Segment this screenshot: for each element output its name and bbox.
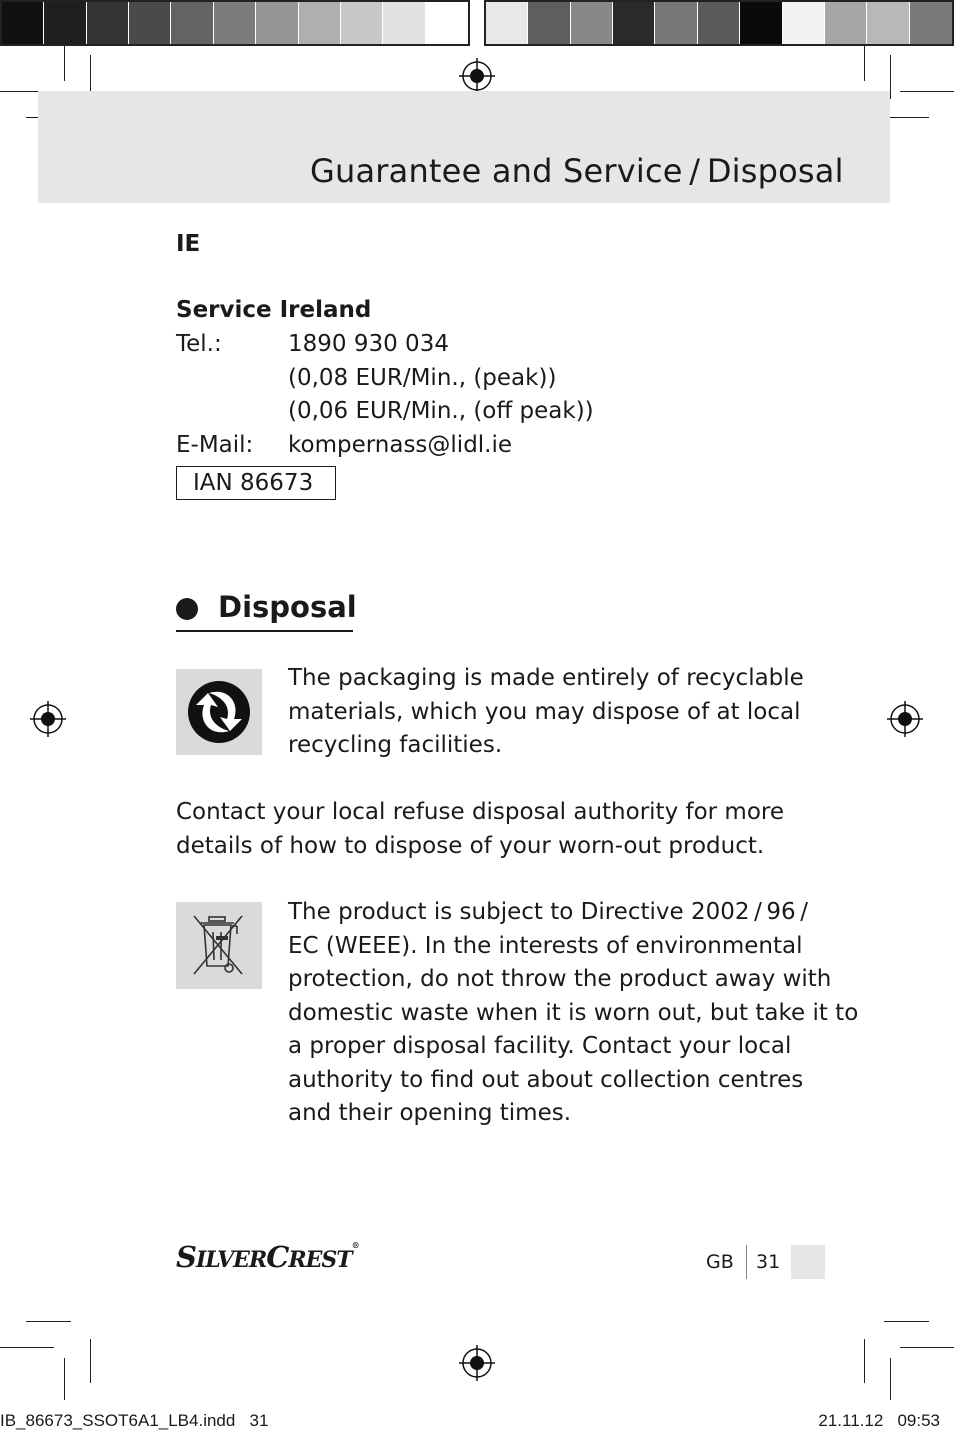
color-calibration-bar-left bbox=[0, 0, 470, 46]
color-swatch bbox=[214, 2, 256, 44]
crop-mark bbox=[890, 55, 891, 99]
color-swatch bbox=[87, 2, 129, 44]
ian-box bbox=[176, 466, 336, 500]
packaging-paragraph bbox=[288, 662, 804, 763]
ian-number: IAN 86673 bbox=[193, 470, 314, 496]
registration-mark-icon bbox=[459, 58, 495, 94]
crop-mark bbox=[90, 1339, 91, 1383]
crop-mark bbox=[864, 1339, 865, 1383]
color-swatch bbox=[740, 2, 782, 44]
color-swatch bbox=[341, 2, 383, 44]
crop-mark bbox=[864, 46, 865, 81]
registration-mark-icon bbox=[887, 701, 923, 737]
paragraph-line: EC (WEEE). In the interests of environmental bbox=[288, 932, 803, 959]
page-number: 31 bbox=[756, 1251, 781, 1273]
crop-mark bbox=[64, 46, 65, 81]
registration-mark-icon bbox=[459, 1345, 495, 1381]
crop-mark bbox=[884, 1321, 929, 1322]
email-value: kompernass@lidl.ie bbox=[288, 432, 513, 458]
crop-mark bbox=[890, 1358, 891, 1400]
rate-peak: (0,08 EUR/Min., (peak)) bbox=[288, 365, 557, 391]
paragraph-line: authority to find out about collection centres bbox=[288, 1066, 804, 1093]
email-label: E-Mail: bbox=[176, 432, 254, 458]
paragraph-line: protection, do not throw the product away with bbox=[288, 966, 832, 992]
crop-mark bbox=[0, 1347, 54, 1348]
color-swatch bbox=[910, 2, 952, 44]
paragraph-line: details of how to dispose of your worn-out product. bbox=[176, 832, 765, 859]
weee-paragraph bbox=[288, 896, 858, 1131]
contact-paragraph bbox=[176, 796, 784, 863]
color-swatch bbox=[426, 2, 468, 44]
crop-mark bbox=[26, 1321, 71, 1322]
print-slug-datetime: 21.11.12 09:53 bbox=[818, 1411, 940, 1430]
crop-mark bbox=[900, 1347, 954, 1348]
paragraph-line: and their opening times. bbox=[288, 1100, 572, 1126]
footer-divider bbox=[746, 1245, 747, 1279]
color-swatch bbox=[825, 2, 867, 44]
color-swatch bbox=[44, 2, 86, 44]
color-calibration-bar-right bbox=[484, 0, 954, 46]
crossed-out-wheelie-bin-icon bbox=[176, 902, 262, 989]
color-swatch bbox=[486, 2, 528, 44]
color-swatch bbox=[783, 2, 825, 44]
color-swatch bbox=[2, 2, 44, 44]
paragraph-line: The product is subject to Directive 2002 / 96 / bbox=[288, 899, 809, 925]
registration-mark-icon bbox=[30, 701, 66, 737]
color-swatch bbox=[528, 2, 570, 44]
heading-underline bbox=[176, 630, 353, 632]
paragraph-line: Contact your local refuse disposal authority for more bbox=[176, 799, 785, 825]
tel-value: 1890 930 034 bbox=[288, 331, 449, 357]
crop-mark bbox=[884, 117, 929, 118]
bullet-icon bbox=[176, 598, 198, 620]
country-code: IE bbox=[176, 231, 201, 257]
service-heading: Service Ireland bbox=[176, 297, 372, 323]
color-swatch bbox=[256, 2, 298, 44]
paragraph-line: recycling facilities. bbox=[288, 732, 503, 758]
language-code: GB bbox=[706, 1251, 734, 1273]
color-swatch bbox=[171, 2, 213, 44]
paragraph-line: domestic waste when it is worn out, but take it to bbox=[288, 999, 859, 1026]
print-slug-file: IB_86673_SSOT6A1_LB4.indd 31 bbox=[0, 1411, 269, 1430]
color-swatch bbox=[383, 2, 425, 44]
color-swatch bbox=[867, 2, 909, 44]
green-dot-recycling-icon bbox=[176, 669, 262, 755]
paragraph-line: The packaging is made entirely of recyclable bbox=[288, 665, 804, 691]
tel-label: Tel.: bbox=[176, 331, 222, 357]
color-swatch bbox=[655, 2, 697, 44]
color-swatch bbox=[299, 2, 341, 44]
color-swatch bbox=[613, 2, 655, 44]
color-swatch bbox=[698, 2, 740, 44]
page-tab-marker bbox=[791, 1245, 825, 1279]
paragraph-line: materials, which you may dispose of at local bbox=[288, 698, 801, 725]
section-heading-disposal: Disposal bbox=[218, 590, 357, 624]
color-swatch bbox=[129, 2, 171, 44]
brand-logo: SILVERCREST® bbox=[176, 1240, 359, 1274]
page-title: Guarantee and Service / Disposal bbox=[310, 152, 844, 190]
rate-offpeak: (0,06 EUR/Min., (off peak)) bbox=[288, 398, 594, 424]
crop-mark bbox=[900, 91, 954, 92]
color-swatch bbox=[571, 2, 613, 44]
crop-mark bbox=[64, 1358, 65, 1400]
paragraph-line: a proper disposal facility. Contact your local bbox=[288, 1033, 792, 1059]
